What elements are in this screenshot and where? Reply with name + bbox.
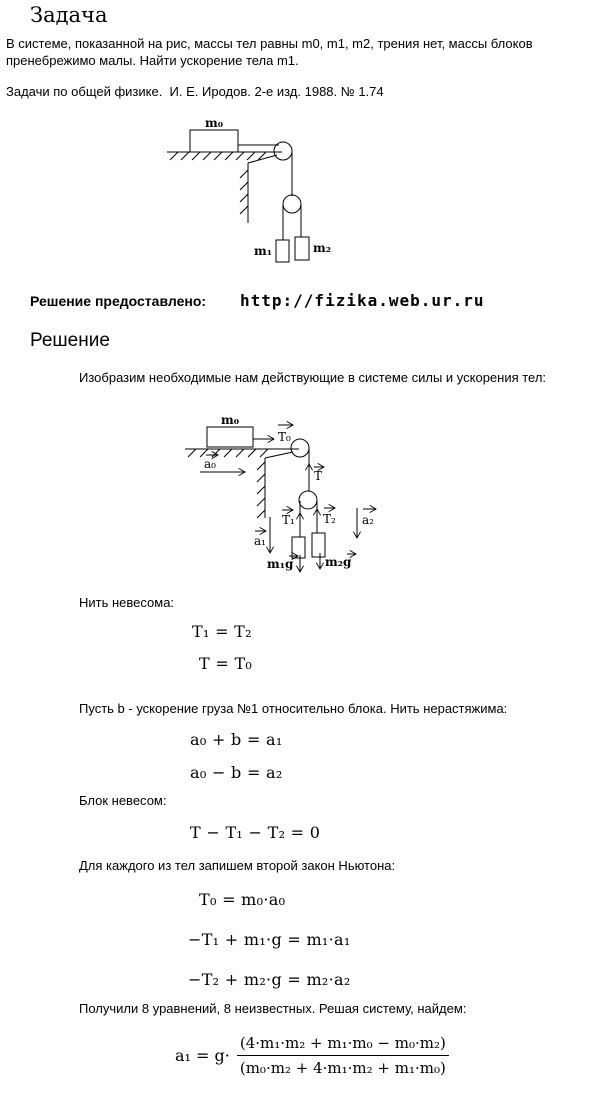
block-m2 bbox=[312, 533, 325, 557]
fixed-pulley bbox=[274, 142, 292, 160]
equation: T₀ = m₀·a₀ bbox=[199, 890, 286, 909]
section-label: Получили 8 уравнений, 8 неизвестных. Решая систему, найдем: bbox=[79, 1001, 467, 1016]
page-title: Задача bbox=[30, 3, 108, 27]
solution-intro: Изобразим необходимые нам действующие в системе силы и ускорения тел: bbox=[79, 370, 547, 385]
section-label: Пусть b - ускорение груза №1 относительно блока. Нить нерастяжима: bbox=[79, 701, 508, 716]
equation: T₁ = T₂ bbox=[192, 622, 252, 641]
equation: T − T₁ − T₂ = 0 bbox=[190, 823, 321, 842]
provider-url-link[interactable]: http://fizika.web.ur.ru bbox=[240, 291, 485, 310]
pulley-bracket bbox=[265, 452, 293, 458]
a1-label: a₁ bbox=[254, 534, 266, 548]
formula-fraction bbox=[237, 1034, 449, 1077]
a0-label: a₀ bbox=[204, 457, 216, 471]
movable-pulley bbox=[283, 195, 301, 213]
section-label: Блок невесом: bbox=[79, 793, 167, 808]
solution-heading: Решение bbox=[30, 330, 110, 351]
provided-by-label: Решение предоставлено: bbox=[30, 293, 207, 309]
a2-label: a₂ bbox=[362, 513, 374, 527]
mass0-label: m₀ bbox=[205, 116, 223, 130]
block-m0 bbox=[207, 427, 253, 447]
equation: −T₂ + m₂·g = m₂·a₂ bbox=[188, 970, 351, 989]
wall-hatching bbox=[240, 170, 248, 214]
problem-diagram bbox=[150, 112, 400, 277]
equation: T = T₀ bbox=[199, 654, 253, 673]
problem-statement: В системе, показанной на рис, массы тел равны m0, m1, m2, трения нет, массы блоков пренебрежимо малы. Найти ускорение тела m1. bbox=[6, 36, 537, 68]
equation: a₀ − b = a₂ bbox=[190, 763, 283, 782]
fraction-numerator: (4·m₁·m₂ + m₁·m₀ − m₀·m₂) bbox=[239, 1034, 446, 1052]
forces-diagram bbox=[150, 398, 430, 583]
section-label: Нить невесома: bbox=[79, 595, 175, 610]
final-formula bbox=[175, 1034, 449, 1077]
block-m1 bbox=[276, 240, 289, 262]
equation: a₀ + b = a₁ bbox=[190, 730, 283, 749]
table-hatching bbox=[170, 152, 266, 160]
block-m0 bbox=[190, 130, 238, 152]
T0-label: T₀ bbox=[278, 430, 291, 444]
equation: −T₁ + m₁·g = m₁·a₁ bbox=[188, 930, 351, 949]
m1g-label: m₁g bbox=[267, 557, 294, 571]
section-label: Для каждого из тел запишем второй закон Ньютона: bbox=[79, 858, 396, 873]
source-reference: Задачи по общей физике. И. Е. Иродов. 2-е изд. 1988. № 1.74 bbox=[6, 84, 384, 99]
T1-label: T₁ bbox=[282, 513, 295, 527]
T-label: T bbox=[314, 469, 323, 483]
fixed-pulley bbox=[291, 439, 309, 457]
wall-hatching bbox=[257, 462, 265, 518]
mass2-label: m₂ bbox=[313, 241, 331, 255]
mass0-label: m₀ bbox=[221, 413, 239, 427]
movable-pulley bbox=[299, 491, 317, 509]
fraction-denominator: (m₀·m₂ + 4·m₁·m₂ + m₁·m₀) bbox=[237, 1055, 449, 1077]
T2-label: T₂ bbox=[323, 512, 336, 526]
block-m1 bbox=[292, 537, 305, 558]
formula-lhs: a₁ = g· bbox=[175, 1046, 230, 1065]
mass1-label: m₁ bbox=[254, 244, 272, 258]
m2g-label: m₂g bbox=[325, 555, 352, 569]
table-hatching bbox=[188, 449, 268, 457]
block-m2 bbox=[295, 237, 309, 260]
